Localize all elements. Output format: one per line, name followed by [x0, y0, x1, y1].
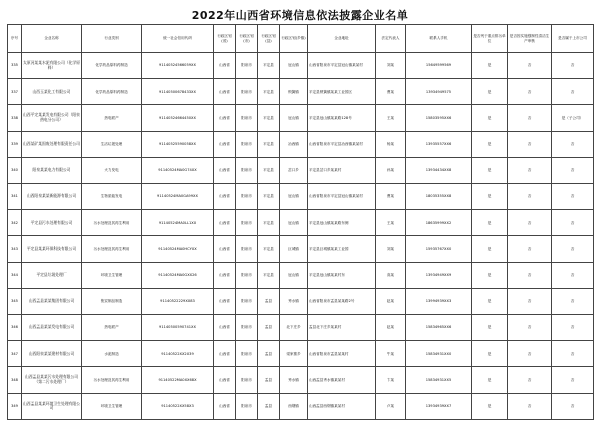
table-cell: 13994939XX3 — [406, 288, 472, 314]
table-cell: 15803595XX6 — [406, 105, 472, 131]
header-cell: 统一社会信用代码 — [142, 25, 214, 53]
table-cell: 13934949575 — [406, 79, 472, 105]
table-cell: 阳泉市 — [236, 288, 258, 314]
table-cell: 山西省 — [214, 105, 236, 131]
header-cell: 行政区划(省) — [214, 25, 236, 53]
table-cell: 山西阳泉某某建材有限公司 — [22, 341, 82, 367]
table-cell: 山西盂县西烟镇某某村 — [308, 393, 376, 419]
table-cell: 是 — [472, 53, 508, 79]
table-cell: 山西省 — [214, 288, 236, 314]
table-cell: 否 — [508, 210, 552, 236]
table-cell: 阳泉市 — [236, 184, 258, 210]
table-cell: 15834931XX0 — [406, 341, 472, 367]
table-cell: 平定县污水处理有限公司 — [22, 210, 82, 236]
table-cell: 阳泉市 — [236, 210, 258, 236]
table-cell: 91140524566059XX — [142, 53, 214, 79]
table-cell: 岔口乡 — [280, 157, 308, 183]
table-cell: 山西盂县某某环境卫生处理有限公司 — [22, 393, 82, 419]
table-cell: 山西盂县秀水镇某某村 — [308, 367, 376, 393]
table-row — [8, 157, 594, 183]
table-cell: 热电联产 — [82, 105, 142, 131]
table-cell: 91140525590058XX — [142, 131, 214, 157]
table-row — [8, 341, 594, 367]
table-cell: 山西省 — [214, 53, 236, 79]
table-cell: 阳泉市 — [236, 157, 258, 183]
table-cell: 342 — [8, 210, 22, 236]
table-cell: 否 — [552, 210, 594, 236]
table-cell: 91140524MA0GXX26 — [142, 262, 214, 288]
table-cell: 348 — [8, 367, 22, 393]
table-cell: 平定县 — [258, 53, 280, 79]
table-row — [8, 53, 594, 79]
table-cell: 生活垃圾处理 — [82, 131, 142, 157]
table-cell: 340 — [8, 157, 22, 183]
table-row — [8, 105, 594, 131]
table-cell: 91140522MA0XX68X — [142, 367, 214, 393]
table-cell: 盂县 — [258, 367, 280, 393]
table-cell: 是 — [472, 236, 508, 262]
table-cell: 污水处理及其再生利用 — [82, 236, 142, 262]
table-cell: 平定县 — [258, 79, 280, 105]
table-cell: 阳泉市 — [236, 367, 258, 393]
table-cell: 否 — [552, 184, 594, 210]
table-cell: 345 — [8, 288, 22, 314]
table-row — [8, 210, 594, 236]
table-cell: 王某 — [376, 105, 406, 131]
table-row — [8, 315, 594, 341]
table-cell: 91140500590741XX — [142, 315, 214, 341]
table-cell: 91140524664450XX — [142, 105, 214, 131]
table-cell: 山西省 — [214, 262, 236, 288]
table-cell: 阳泉市 — [236, 262, 258, 288]
table-cell: 否 — [552, 367, 594, 393]
table-cell: 是 — [472, 210, 508, 236]
table-cell: 山西玉某化工有限公司 — [22, 79, 82, 105]
table-row — [8, 184, 594, 210]
table-cell: 山西省 — [214, 367, 236, 393]
table-cell: 山西某矿某固废处理有限责任公司 — [22, 131, 82, 157]
table-cell: 平定县冠山镇某某路128号 — [308, 105, 376, 131]
table-header-row — [8, 25, 594, 53]
table-cell: 347 — [8, 341, 22, 367]
table-cell: 环境卫生管理 — [82, 393, 142, 419]
table-cell: 是 — [472, 184, 508, 210]
table-cell: 卞某 — [376, 367, 406, 393]
table-cell: 卢某 — [376, 393, 406, 419]
table-cell: 91140524MA0GA99XX — [142, 184, 214, 210]
table-cell: 337 — [8, 79, 22, 105]
table-cell: 山西省 — [214, 210, 236, 236]
table-cell: 孙某 — [376, 157, 406, 183]
table-cell: 山西省 — [214, 157, 236, 183]
table-cell: 平定县 — [258, 262, 280, 288]
table-cell: 火力发电 — [82, 157, 142, 183]
table-cell: 否 — [508, 288, 552, 314]
table-cell: 山西省阳泉市平定县冠山镇某某村 — [308, 53, 376, 79]
table-cell: 阳泉市 — [236, 393, 258, 419]
page-title: 2022年山西省环境信息依法披露企业名单 — [191, 9, 409, 22]
table-cell: 西烟镇 — [280, 393, 308, 419]
header-cell: 联系人手机 — [406, 25, 472, 53]
table-cell: 是 — [472, 131, 508, 157]
table-cell: 18635999XX2 — [406, 210, 472, 236]
table-cell: 山西省阳泉市平定县冶西镇某某村 — [308, 131, 376, 157]
table-cell: 山西省 — [214, 79, 236, 105]
table-cell: 冠山镇 — [280, 184, 308, 210]
table-cell: 否 — [508, 393, 552, 419]
table-cell: 阳泉某某电力有限公司 — [22, 157, 82, 183]
table-cell: 山西省阳泉市盂县某某路2号 — [308, 288, 376, 314]
table-cell: 王某 — [376, 210, 406, 236]
table-cell: 平定县 — [258, 157, 280, 183]
table-cell: 盂县 — [258, 341, 280, 367]
table-cell: 山西阳泉某某新能源有限公司 — [22, 184, 82, 210]
table-row — [8, 367, 594, 393]
table-cell: 15834965XX6 — [406, 315, 472, 341]
table-cell: 15649599569 — [406, 53, 472, 79]
table-cell: 太原河某某水泥有限公司（化学原料） — [22, 53, 82, 79]
table-cell: 否 — [552, 79, 594, 105]
table-cell: 否 — [552, 393, 594, 419]
table-cell: 否 — [552, 157, 594, 183]
header-cell: 是否属于上市公司 — [552, 25, 594, 53]
table-cell: 平定县巨城镇某某工业园 — [308, 236, 376, 262]
table-cell: 否 — [552, 262, 594, 288]
table-cell: 349 — [8, 393, 22, 419]
table-row — [8, 79, 594, 105]
table-cell: 山西省 — [214, 393, 236, 419]
header-cell: 行业类别 — [82, 25, 142, 53]
table-cell: 冠山镇 — [280, 53, 308, 79]
table-cell: 341 — [8, 184, 22, 210]
table-cell: 否 — [508, 53, 552, 79]
table-cell: 平定县垃圾处理厂 — [22, 262, 82, 288]
table-cell: 阳泉市 — [236, 131, 258, 157]
table-cell: 平定县 — [258, 236, 280, 262]
table-cell: 否 — [552, 131, 594, 157]
header-cell: 是否因实施强制性清洁生产审核 — [508, 25, 552, 53]
table-cell: 山西平定某某发电有限公司（阳泉热电分公司） — [22, 105, 82, 131]
table-cell: 冠山镇 — [280, 262, 308, 288]
table-cell: 否 — [508, 262, 552, 288]
table-cell: 阳泉市 — [236, 79, 258, 105]
table-row — [8, 393, 594, 419]
table-cell: 冠山镇 — [280, 105, 308, 131]
table-cell: 曹某 — [376, 184, 406, 210]
table-cell: 是 — [472, 341, 508, 367]
table-cell: 是 — [472, 105, 508, 131]
table-cell: 平定县冠山镇某某村东 — [308, 262, 376, 288]
table-cell: 是 — [472, 315, 508, 341]
table-cell: 平定县冠山镇某某路东侧 — [308, 210, 376, 236]
table-cell: 盂县北下庄乡某某村 — [308, 315, 376, 341]
table-cell: 是 — [472, 79, 508, 105]
table-cell: 阳泉市 — [236, 236, 258, 262]
table-cell: 牛某 — [376, 341, 406, 367]
header-cell: 企业地址 — [308, 25, 376, 53]
table-cell: 平定县 — [258, 210, 280, 236]
table-cell: 山西省 — [214, 315, 236, 341]
table-body — [8, 53, 594, 420]
header-cell: 行政区划(乡镇) — [280, 25, 308, 53]
table-cell: 北下庄乡 — [280, 315, 308, 341]
table-cell: 91140522XX2X39 — [142, 341, 214, 367]
table-cell: 339 — [8, 131, 22, 157]
table-cell: 平定县锁簧镇某某工业园区 — [308, 79, 376, 105]
table-cell: 13934434XX8 — [406, 157, 472, 183]
table-cell: 否 — [552, 288, 594, 314]
table-cell: 平定县 — [258, 105, 280, 131]
table-cell: 生物质能发电 — [82, 184, 142, 210]
table-cell: 曹某 — [376, 79, 406, 105]
table-cell: 否 — [552, 236, 594, 262]
table-cell: 焦炭制品制造 — [82, 288, 142, 314]
table-cell: 否 — [508, 105, 552, 131]
enterprise-table — [7, 24, 594, 420]
table-cell: 是 — [472, 262, 508, 288]
table-cell: 盂县 — [258, 288, 280, 314]
table-cell: 否 — [552, 341, 594, 367]
table-cell: 阳泉市 — [236, 105, 258, 131]
table-cell: 否 — [508, 236, 552, 262]
table-cell: 环境卫生管理 — [82, 262, 142, 288]
table-cell: 污水处理及其再生利用 — [82, 367, 142, 393]
table-cell: 山西省 — [214, 131, 236, 157]
header-cell: 是否列于重点排污单位 — [472, 25, 508, 53]
table-cell: 山西省阳泉市平定县冠山镇某某村 — [308, 184, 376, 210]
table-cell: 赵某 — [376, 288, 406, 314]
table-cell: 刘某 — [376, 53, 406, 79]
table-cell: 13934949XX9 — [406, 262, 472, 288]
table-cell: 否 — [508, 79, 552, 105]
table-cell: 化学药品原料药制造 — [82, 53, 142, 79]
table-row — [8, 262, 594, 288]
table-cell: 343 — [8, 236, 22, 262]
table-cell: 秀水镇 — [280, 288, 308, 314]
table-cell: 赵某 — [376, 315, 406, 341]
table-cell: 山西省阳泉市盂县某某村 — [308, 341, 376, 367]
table-cell: 山西盂县某某污水处理有限公司（第二污水处理厂） — [22, 367, 82, 393]
table-cell: 91140522XX58X3 — [142, 393, 214, 419]
table-cell: 冶西镇 — [280, 131, 308, 157]
table-cell: 平定县 — [258, 131, 280, 157]
table-row — [8, 131, 594, 157]
table-cell: 13935557XX6 — [406, 131, 472, 157]
table-cell: 山西盂县某某集团有限公司 — [22, 288, 82, 314]
table-cell: 否 — [508, 341, 552, 367]
table-cell: 锁簧镇 — [280, 79, 308, 105]
table-cell: 18035355XX8 — [406, 184, 472, 210]
table-cell: 阳泉市 — [236, 315, 258, 341]
table-cell: 平定县某某环保科技有限公司 — [22, 236, 82, 262]
table-cell: 否 — [508, 131, 552, 157]
table-cell: 91140522229XX83 — [142, 288, 214, 314]
table-cell: 化学药品原料药制造 — [82, 79, 142, 105]
table-cell: 否 — [508, 315, 552, 341]
table-cell: 平定县岔口乡某某村 — [308, 157, 376, 183]
table-cell: 平定县 — [258, 184, 280, 210]
table-cell: 否 — [552, 53, 594, 79]
table-cell: 盂县 — [258, 315, 280, 341]
table-cell: 91140524MA0HCYXX — [142, 236, 214, 262]
table-cell: 91140500678433XX — [142, 79, 214, 105]
table-cell: 是 — [472, 393, 508, 419]
table-cell: 15935767XX0 — [406, 236, 472, 262]
table-cell: 是 — [472, 288, 508, 314]
table-cell: 山西省 — [214, 236, 236, 262]
table-cell: 阳泉市 — [236, 341, 258, 367]
table-cell: 否 — [552, 315, 594, 341]
table-cell: 91140524MA0LL1XX — [142, 210, 214, 236]
table-cell: 冠山镇 — [280, 210, 308, 236]
table-cell: 阳泉市 — [236, 53, 258, 79]
table-cell: 是 — [472, 157, 508, 183]
table-cell: 是（子公司） — [552, 105, 594, 131]
table-cell: 杨某 — [376, 131, 406, 157]
header-cell: 行政区划(县) — [258, 25, 280, 53]
table-row — [8, 236, 594, 262]
table-cell: 否 — [508, 367, 552, 393]
header-cell: 行政区划(市) — [236, 25, 258, 53]
table-cell: 污水处理及其再生利用 — [82, 210, 142, 236]
table-cell: 15834931XX5 — [406, 367, 472, 393]
header-cell: 法定代表人 — [376, 25, 406, 53]
table-cell: 338 — [8, 105, 22, 131]
table-cell: 是 — [472, 367, 508, 393]
table-cell: 刘某 — [376, 236, 406, 262]
table-cell: 否 — [508, 184, 552, 210]
table-cell: 346 — [8, 315, 22, 341]
table-cell: 否 — [508, 157, 552, 183]
table-cell: 335 — [8, 53, 22, 79]
table-cell: 13934939XX7 — [406, 393, 472, 419]
table-cell: 热电联产 — [82, 315, 142, 341]
table-cell: 水泥制造 — [82, 341, 142, 367]
table-row — [8, 288, 594, 314]
table-cell: 秀水镇 — [280, 367, 308, 393]
table-cell: 梁家寨乡 — [280, 341, 308, 367]
table-cell: 山西省 — [214, 184, 236, 210]
table-cell: 盂县 — [258, 393, 280, 419]
header-cell: 企业名称 — [22, 25, 82, 53]
table-cell: 山西盂县某某发电有限公司 — [22, 315, 82, 341]
table-cell: 344 — [8, 262, 22, 288]
header-cell: 序号 — [8, 25, 22, 53]
table-cell: 巨城镇 — [280, 236, 308, 262]
table-cell: 山西省 — [214, 341, 236, 367]
table-cell: 91140524MA0G74XX — [142, 157, 214, 183]
table-cell: 高某 — [376, 262, 406, 288]
